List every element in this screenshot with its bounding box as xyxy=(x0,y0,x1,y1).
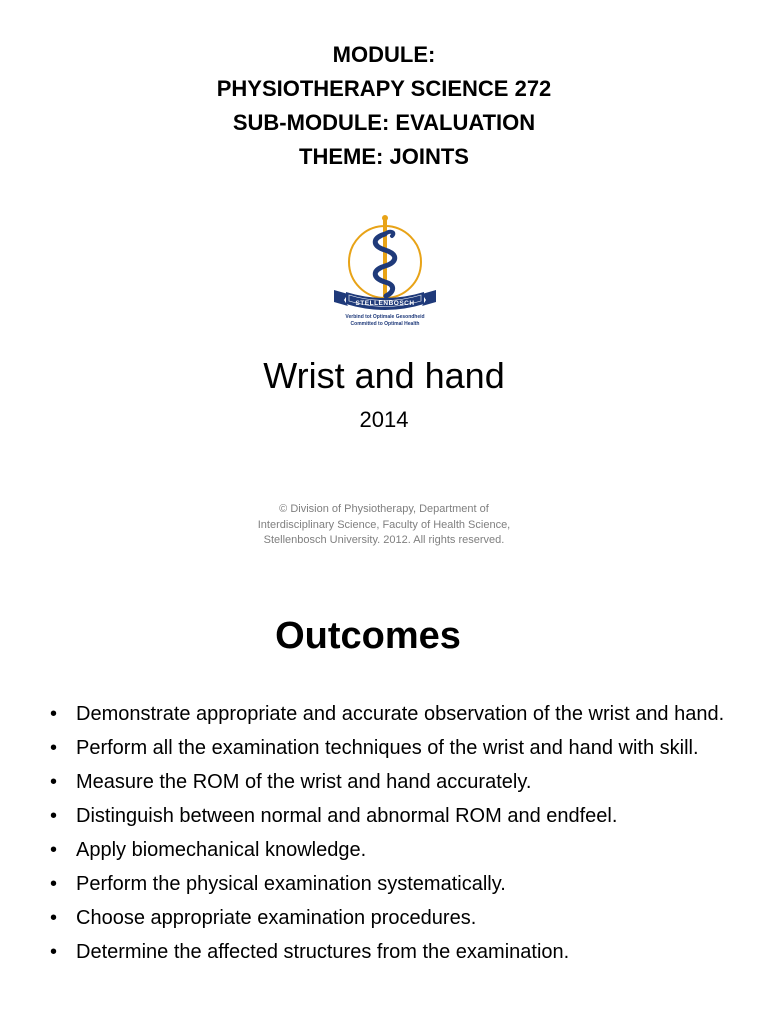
module-header xyxy=(0,38,768,174)
bullet-icon: • xyxy=(50,907,58,929)
sub-module: SUB-MODULE: EVALUATION xyxy=(232,110,536,135)
outcome-item: • Demonstrate appropriate and accurate observation of the wrist and hand. xyxy=(48,700,748,728)
module-label: MODULE: xyxy=(332,42,436,67)
bullet-icon: • xyxy=(50,873,58,895)
outcomes-list xyxy=(48,700,748,972)
outcome-item: • Apply biomechanical knowledge. xyxy=(48,836,748,864)
outcome-item: • Choose appropriate examination procedures. xyxy=(48,904,748,932)
module-name: PHYSIOTHERAPY SCIENCE 272 xyxy=(216,76,552,101)
logo-motto-afrikaans: Verbind tot Optimale Gesondheid xyxy=(345,314,425,320)
outcomes-heading: Outcomes xyxy=(275,615,461,657)
outcome-item: • Measure the ROM of the wrist and hand accurately. xyxy=(48,768,748,796)
copyright-notice: © Division of Physiotherapy, Department of Interdisciplinary Science, Faculty of Health Science, Stellenbosch University. 2012. All rights reserved. xyxy=(257,503,511,546)
bullet-icon: • xyxy=(50,805,58,827)
slide-year: 2014 xyxy=(359,407,409,432)
outcome-item: • Distinguish between normal and abnormal ROM and endfeel. xyxy=(48,802,748,830)
outcome-item: • Determine the affected structures from the examination. xyxy=(48,938,748,966)
stellenbosch-logo xyxy=(330,212,440,334)
bullet-icon: • xyxy=(50,703,58,725)
bullet-icon: • xyxy=(50,941,58,963)
logo-motto-english: Committed to Optimal Health xyxy=(350,321,420,327)
slide-title: Wrist and hand xyxy=(263,355,505,396)
theme: THEME: JOINTS xyxy=(299,144,469,169)
outcome-item: • Perform all the examination techniques of the wrist and hand with skill. xyxy=(48,734,748,762)
bullet-icon: • xyxy=(50,839,58,861)
rod-of-asclepius-icon xyxy=(375,215,395,308)
bullet-icon: • xyxy=(50,737,58,759)
logo-banner-text: STELLENBOSCH xyxy=(355,300,415,307)
bullet-icon: • xyxy=(50,771,58,793)
outcome-item: • Perform the physical examination systematically. xyxy=(48,870,748,898)
